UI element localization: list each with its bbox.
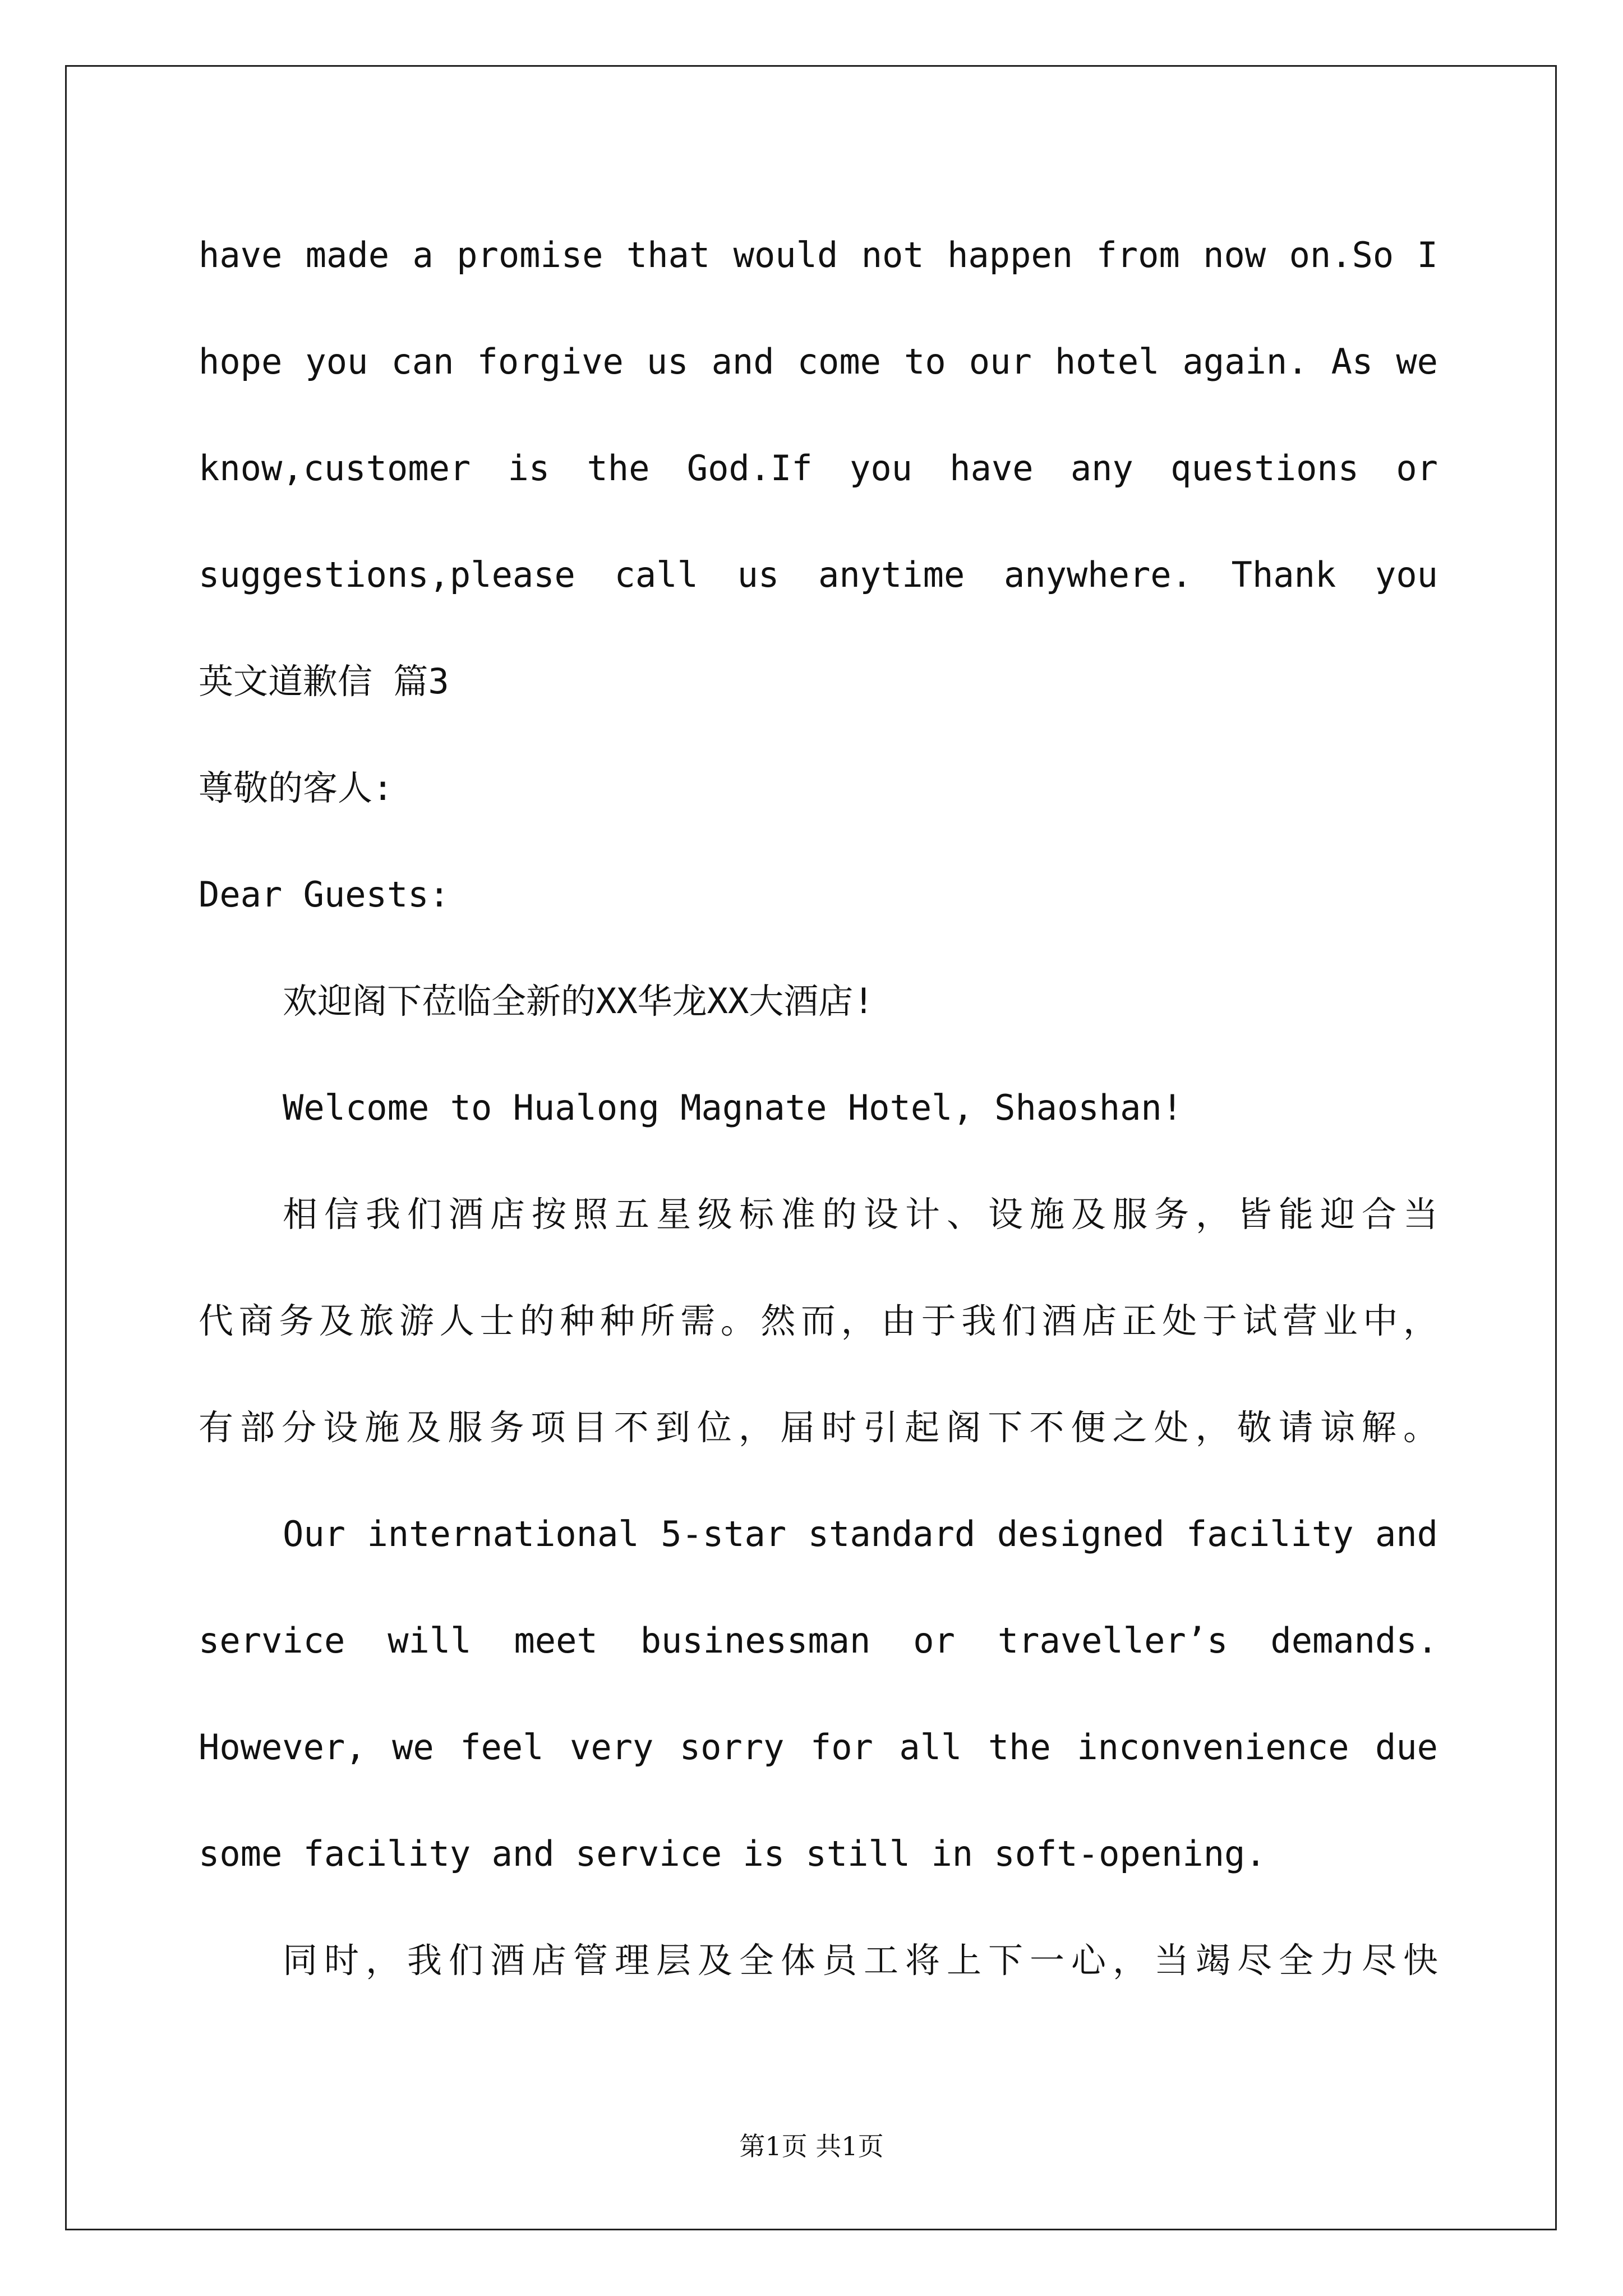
text-line: have made a promise that would not happen from now on.So I bbox=[199, 234, 1438, 275]
welcome-cn: 欢迎阁下莅临全新的XX华龙XX大酒店! bbox=[283, 981, 874, 1022]
text-line: some facility and service is still in soft-opening. bbox=[199, 1833, 1266, 1874]
text-line: However, we feel very sorry for all the inconvenience due bbox=[199, 1727, 1438, 1768]
section-heading: 英文道歉信 篇3 bbox=[199, 661, 449, 702]
text-line: 有部分设施及服务项目不到位，届时引起阁下不便之处，敬请谅解。 bbox=[199, 1407, 1438, 1448]
page-footer: 第1页 共1页 bbox=[739, 2131, 884, 2161]
text-line: service will meet businessman or traveller’s demands. bbox=[199, 1620, 1438, 1661]
salutation-cn: 尊敬的客人: bbox=[199, 767, 394, 808]
document-body bbox=[199, 202, 1438, 2014]
salutation-en: Dear Guests: bbox=[199, 874, 450, 915]
welcome-en: Welcome to Hualong Magnate Hotel, Shaoshan! bbox=[283, 1087, 1183, 1128]
text-line: suggestions,please call us anytime anywhere. Thank you bbox=[199, 554, 1438, 595]
text-line: 同时，我们酒店管理层及全体员工将上下一心，当竭尽全力尽快 bbox=[283, 1940, 1438, 1981]
text-line: 相信我们酒店按照五星级标准的设计、设施及服务，皆能迎合当 bbox=[283, 1194, 1438, 1235]
text-line: know,customer is the God.If you have any questions or bbox=[199, 448, 1438, 489]
text-line: 代商务及旅游人士的种种所需。然而，由于我们酒店正处于试营业中， bbox=[199, 1300, 1438, 1341]
text-line: Our international 5-star standard designed facility and bbox=[283, 1513, 1438, 1554]
text-line: hope you can forgive us and come to our hotel again. As we bbox=[199, 341, 1438, 382]
